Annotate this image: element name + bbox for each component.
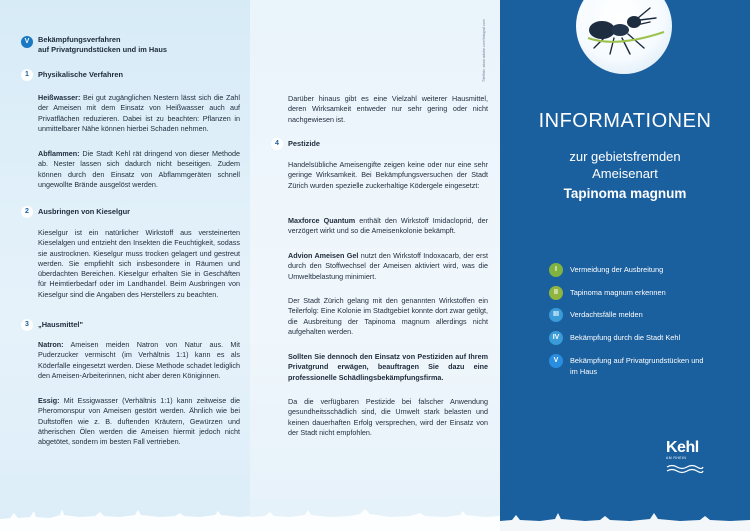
toc-badge-4: IV xyxy=(549,331,563,345)
toc-label-2: Tapinoma magnum erkennen xyxy=(570,288,666,297)
lead-essig: Essig: xyxy=(38,396,60,405)
toc-item-3 xyxy=(549,308,720,322)
skyline-decoration xyxy=(250,491,500,531)
paragraph-handel: Handelsübliche Ameisengifte zeigen keine oder nur eine sehr geringe Wirksamkeit. Bei Bekämpfungsversuchen der Stadt Zürich wurden spezielle zuckerhaltige Ködergele eingesetzt: xyxy=(288,160,488,190)
paragraph-abflammen xyxy=(38,149,240,190)
section-badge-1: 1 xyxy=(21,69,33,81)
section-heading-4: Pestizide xyxy=(288,139,321,148)
section-badge-2: 2 xyxy=(21,206,33,218)
toc-badge-1: I xyxy=(549,263,563,277)
section-heading-v xyxy=(38,35,167,55)
lead-heisswasser: Heißwasser: xyxy=(38,93,81,102)
lead-advion: Advion Ameisen Gel xyxy=(288,251,359,260)
toc-item-2 xyxy=(549,286,720,300)
paragraph-zuerich: Der Stadt Zürich gelang mit den genannten Wirkstoffen ein Teilerfolg: Eine Kolonie im Stadtgebiet konnte dort zwar getilgt, die Ausbreitung der Tapinoma magnum allerdings nicht aufgehalten werden. xyxy=(288,296,488,336)
toc-label-5: Bekämpfung auf Privatgrundstücken und im Haus xyxy=(570,356,704,376)
section-heading-1: Physikalische Verfahren xyxy=(38,70,124,79)
kehl-logo-waves xyxy=(666,464,704,474)
section-heading-line1: Bekämpfungsverfahren xyxy=(38,35,121,44)
text-advion: nutzt den Wirkstoff Indoxacarb, der erst durch den Stoffwechsel der Ameisen aktiviert wird, was die Umweltbelastung minimiert. xyxy=(288,251,488,281)
paragraph-intro: Darüber hinaus gibt es eine Vielzahl weiterer Hausmittel, deren Wirksamkeit entweder nur sehr gering oder nicht nachgewiesen ist. xyxy=(288,94,488,124)
text-heisswasser: Bei gut zugänglichen Nestern lässt sich die Zahl der Ameisen mit dem Einsatz von Heißwasser auch auf Privatflächen reduzieren. Dabei ist zu beachten: Pflanzen in unmittelbarer Nähe können hierbei Schaden nehmen. xyxy=(38,93,240,133)
section-badge-3: 3 xyxy=(21,319,33,331)
text-abflammen: Die Stadt Kehl rät dringend von dieser Methode ab. Nester lassen sich dadurch nicht beseitigen. Zudem können durch den Einsatz von Abflammgeräten schnell ungewollte Brände ausgelöst werden. xyxy=(38,149,240,189)
section-heading-2: Ausbringen von Kieselgur xyxy=(38,207,130,216)
paragraph-advion xyxy=(288,251,488,282)
toc-item-5 xyxy=(549,354,710,377)
paragraph-essig xyxy=(38,396,240,447)
cover-subtitle xyxy=(500,148,750,182)
lead-natron: Natron: xyxy=(38,340,64,349)
kehl-logo xyxy=(666,440,704,479)
paragraph-final: Da die verfügbaren Pestizide bei falscher Anwendung gesundheitsschädlich sind, die Umwelt stark belasten und keinen dauerhaften Erfolg versprechen, wird der Einsatz von der Stadt nicht empfohlen. xyxy=(288,397,488,437)
toc-badge-2: II xyxy=(549,286,563,300)
text-maxforce: enthält den Wirkstoff Imidacloprid, der verzögert wirkt und so die Ameisenkolonie bekämpft. xyxy=(288,216,488,236)
cover-subtitle-line1: zur gebietsfremden xyxy=(569,149,681,164)
section-badge-4: 4 xyxy=(271,138,283,150)
paragraph-heisswasser xyxy=(38,93,240,134)
paragraph-recommendation: Sollten Sie dennoch den Einsatz von Pestiziden auf Ihrem Privatgrund erwägen, beauftragen Sie dazu eine professionelle Schädlingsbekämpfungsfirma. xyxy=(288,352,488,382)
text-natron: Ameisen meiden Natron von Natur aus. Mit Puderzucker vermischt (im Verhältnis 1:1) kann es als Köderfalle eingesetzt werden. Diese Methode schadet lediglich den Ameisen-Arbeiterinnen, nicht aber deren Königinnen. xyxy=(38,340,240,380)
section-heading-3: „Hausmittel" xyxy=(38,320,83,329)
cover-title: INFORMATIONEN xyxy=(538,110,712,132)
toc-label-3: Verdachtsfälle melden xyxy=(570,310,643,319)
lead-maxforce: Maxforce Quantum xyxy=(288,216,356,225)
section-badge-v: V xyxy=(21,36,33,48)
toc-badge-3: III xyxy=(549,308,563,322)
paragraph-kieselgur: Kieselgur ist ein natürlicher Wirkstoff aus versteinerten Kieselalgen und entzieht den Insekten die Feuchtigkeit, sodass sie austrocknen. Kieselgur muss trocken gelagert und gestreut werden. Sie empfiehlt sich insbesondere in Räumen und überdachten Bereichen. Kieselgur erhalten Sie in Geschäften für Heimtierbedarf oder im Landhandel. Beim Ausbringen von Kieselgur sind die Angaben des Herstellers zu beachten. xyxy=(38,228,240,299)
lead-abflammen: Abflammen: xyxy=(38,149,80,158)
kehl-logo-text: Kehl xyxy=(666,439,699,456)
toc-label-4: Bekämpfung durch die Stadt Kehl xyxy=(570,333,681,342)
toc-item-1 xyxy=(549,263,720,277)
paragraph-natron xyxy=(38,340,240,381)
toc-item-4 xyxy=(549,331,720,345)
cover-subtitle-line2: Ameisenart xyxy=(592,166,658,181)
toc-label-1: Vermeidung der Ausbreitung xyxy=(570,265,664,274)
kehl-logo-subtext: AM RHEIN xyxy=(666,456,687,460)
section-heading-line2: auf Privatgrundstücken und im Haus xyxy=(38,45,167,54)
paragraph-maxforce xyxy=(288,216,488,237)
skyline-decoration xyxy=(500,491,750,531)
cover-species: Tapinoma magnum xyxy=(563,186,687,201)
toc-badge-5: V xyxy=(549,354,563,368)
photo-credit: Titelfoto: stock.adobe.com/fotograf.com xyxy=(482,19,486,82)
skyline-decoration xyxy=(0,491,250,531)
text-essig: Mit Essigwasser (Verhältnis 1:1) kann zeitweise die Pheromonspur von Ameisen gestört werden. Ähnlich wie bei Duftstoffen wie z. B. duftenden Kräutern, Gewürzen und ätherischen Ölen werden die Ameisen hiermit jedoch nicht abgetötet, sondern im besten Fall vertrieben. xyxy=(38,396,240,447)
